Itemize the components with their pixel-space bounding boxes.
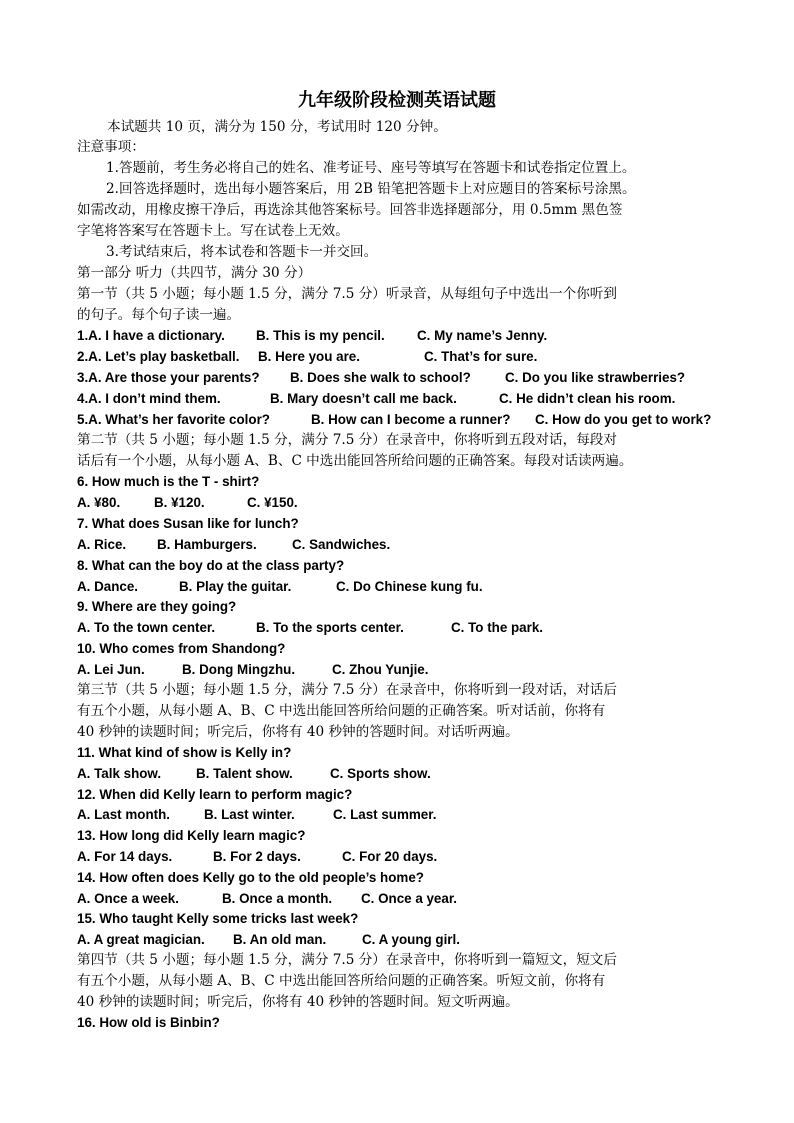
section1-instruction-cont: 的句子。每个句子读一遍。: [77, 307, 241, 323]
option-b: B. Last winter.: [204, 807, 295, 822]
section2-instruction: 第二节（共 5 小题；每小题 1.5 分，满分 7.5 分）在录音中，你将听到五段对话，每段对: [77, 432, 617, 448]
option-c: C. Sandwiches.: [292, 537, 391, 552]
option-a: 2.A. Let’s play basketball.: [77, 349, 240, 364]
option-c: C. For 20 days.: [342, 849, 438, 864]
option-b: B. Here you are.: [258, 349, 360, 364]
section4-instruction: 第四节（共 5 小题；每小题 1.5 分，满分 7.5 分）在录音中，你将听到一篇短文，短文后: [77, 952, 617, 968]
section4-instruction-end: 40 秒钟的读题时间；听完后，你将有 40 秒钟的答题时间。短文听两遍。: [77, 994, 519, 1010]
option-c: C. Last summer.: [333, 807, 437, 822]
section2-instruction-cont: 话后有一个小题，从每小题 A、B、C 中选出能回答所给问题的正确答案。每段对话读两遍。: [77, 453, 633, 469]
option-b: B. Dong Mingzhu.: [182, 662, 296, 677]
question-14-options: [77, 889, 722, 909]
note-2: 2.回答选择题时，选出每小题答案后，用 2B 铅笔把答题卡上对应题目的答案标号涂黑。: [106, 181, 636, 197]
option-a: A. Rice.: [77, 537, 127, 552]
question-15: 15. Who taught Kelly some tricks last week?: [77, 911, 359, 926]
option-c: C. ¥150.: [247, 495, 298, 510]
question-9-options: [77, 618, 722, 638]
option-c: C. He didn’t clean his room.: [499, 391, 676, 406]
question-6: 6. How much is the T - shirt?: [77, 474, 260, 489]
option-a: A. Lei Jun.: [77, 662, 145, 677]
option-a: 5.A. What’s her favorite color?: [77, 412, 270, 427]
question-16: 16. How old is Binbin?: [77, 1015, 220, 1030]
question-8-options: [77, 577, 722, 597]
note-2-end: 字笔将答案写在答题卡上。写在试卷上无效。: [77, 223, 349, 239]
question-5: [77, 410, 722, 430]
section3-instruction: 第三节（共 5 小题；每小题 1.5 分，满分 7.5 分）在录音中，你将听到一段对话，对话后: [77, 682, 617, 698]
option-b: B. Does she walk to school?: [290, 370, 471, 385]
question-12: 12. When did Kelly learn to perform magic?: [77, 787, 353, 802]
option-b: B. For 2 days.: [213, 849, 301, 864]
question-1: [77, 326, 722, 346]
option-c: C. Sports show.: [330, 766, 431, 781]
question-7: 7. What does Susan like for lunch?: [77, 516, 299, 531]
option-b: B. How can I become a runner?: [311, 412, 511, 427]
question-11-options: [77, 764, 722, 784]
option-a: A. Once a week.: [77, 891, 179, 906]
note-3: 3.考试结束后，将本试卷和答题卡一并交回。: [106, 244, 378, 260]
part1-heading: 第一部分 听力（共四节，满分 30 分）: [77, 265, 312, 281]
option-c: C. Do Chinese kung fu.: [336, 579, 483, 594]
option-b: B. Mary doesn’t call me back.: [270, 391, 457, 406]
option-b: B. ¥120.: [154, 495, 205, 510]
option-c: C. Zhou Yunjie.: [332, 662, 429, 677]
option-a: A. Last month.: [77, 807, 170, 822]
question-15-options: [77, 930, 722, 950]
section4-instruction-cont: 有五个小题，从每小题 A、B、C 中选出能回答所给问题的正确答案。听短文前，你将有: [77, 973, 606, 989]
option-b: B. An old man.: [233, 932, 327, 947]
notes-heading: 注意事项：: [77, 139, 145, 155]
question-3: [77, 368, 722, 388]
note-1: 1.答题前，考生务必将自己的姓名、准考证号、座号等填写在答题卡和试卷指定位置上。: [106, 160, 636, 176]
question-13: 13. How long did Kelly learn magic?: [77, 828, 306, 843]
option-c: C. Once a year.: [361, 891, 458, 906]
section3-instruction-end: 40 秒钟的读题时间；听完后，你将有 40 秒钟的答题时间。对话听两遍。: [77, 724, 519, 740]
option-a: A. Dance.: [77, 579, 139, 594]
section3-instruction-cont: 有五个小题，从每小题 A、B、C 中选出能回答所给问题的正确答案。听对话前，你将有: [77, 703, 606, 719]
option-b: B. Once a month.: [222, 891, 333, 906]
option-a: A. For 14 days.: [77, 849, 173, 864]
question-10-options: [77, 660, 722, 680]
option-a: 4.A. I don’t mind them.: [77, 391, 221, 406]
question-9: 9. Where are they going?: [77, 599, 237, 614]
exam-intro: 本试题共 10 页，满分为 150 分，考试用时 120 分钟。: [107, 119, 447, 135]
option-a: 1.A. I have a dictionary.: [77, 328, 225, 343]
option-a: A. To the town center.: [77, 620, 216, 635]
option-a: 3.A. Are those your parents?: [77, 370, 260, 385]
option-a: A. A great magician.: [77, 932, 205, 947]
option-c: C. To the park.: [451, 620, 544, 635]
option-c: C. How do you get to work?: [535, 412, 712, 427]
option-c: C. Do you like strawberries?: [505, 370, 686, 385]
question-8: 8. What can the boy do at the class party?: [77, 558, 345, 573]
exam-title: 九年级阶段检测英语试题: [298, 90, 496, 111]
question-7-options: [77, 535, 722, 555]
question-10: 10. Who comes from Shandong?: [77, 641, 286, 656]
option-c: C. My name’s Jenny.: [417, 328, 548, 343]
question-12-options: [77, 805, 722, 825]
section1-instruction: 第一节（共 5 小题；每小题 1.5 分，满分 7.5 分）听录音，从每组句子中选出一个你听到: [77, 286, 617, 302]
option-c: C. That’s for sure.: [424, 349, 538, 364]
question-14: 14. How often does Kelly go to the old people’s home?: [77, 870, 424, 885]
question-13-options: [77, 847, 722, 867]
option-a: A. ¥80.: [77, 495, 121, 510]
option-b: B. Hamburgers.: [157, 537, 257, 552]
question-2: [77, 347, 722, 367]
option-b: B. Play the guitar.: [179, 579, 292, 594]
option-a: A. Talk show.: [77, 766, 162, 781]
question-4: [77, 389, 722, 409]
question-6-options: [77, 493, 722, 513]
question-11: 11. What kind of show is Kelly in?: [77, 745, 292, 760]
option-c: C. A young girl.: [362, 932, 460, 947]
option-b: B. To the sports center.: [256, 620, 404, 635]
option-b: B. Talent show.: [196, 766, 293, 781]
option-b: B. This is my pencil.: [256, 328, 385, 343]
note-2-cont: 如需改动，用橡皮擦干净后，再选涂其他答案标号。回答非选择题部分，用 0.5mm 黑色签: [77, 202, 623, 218]
